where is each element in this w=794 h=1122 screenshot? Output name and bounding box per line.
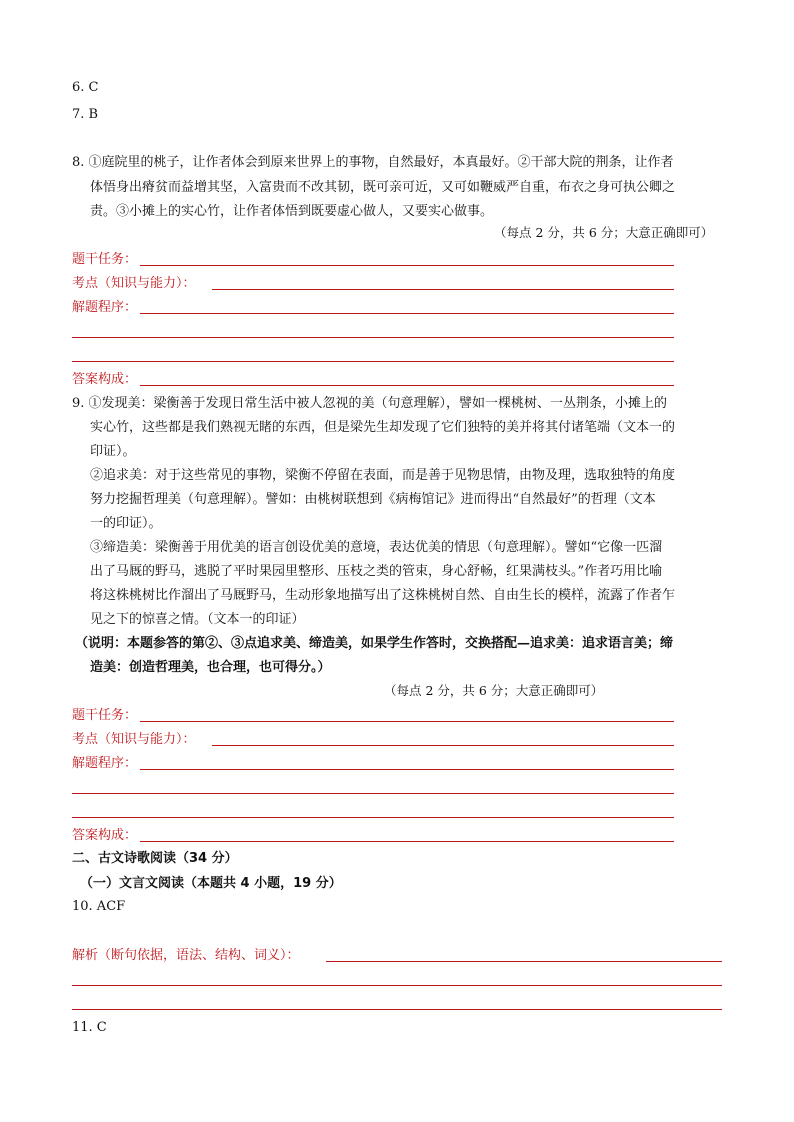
- field-process-line-3: [72, 361, 674, 362]
- q9-line-6: 一的印证）。: [90, 516, 162, 531]
- q9-line-2: 实心竹，这些都是我们熟视无睹的东西，但是梁先生却发现了它们独特的美并将其付诸笔端（文本一的: [90, 420, 676, 435]
- field2-answer-line: [140, 841, 674, 842]
- q9-line-8: 出了马厩的野马，逃脱了平时果园里整形、压枝之类的管束，身心舒畅，红果满枝头。”作者巧用比喻: [90, 564, 663, 579]
- field2-task-line: [140, 721, 674, 722]
- field-process-line-2: [72, 337, 674, 338]
- field2-answer-label: 答案构成：: [72, 828, 138, 843]
- q10-analysis-line: [326, 961, 722, 962]
- field-task-label: 题干任务：: [72, 252, 138, 267]
- q9-score-note: （每点 2 分，共 6 分；大意正确即可）: [384, 683, 604, 698]
- q10-analysis-label: 解析（断句依据，语法、结构、词义）：: [72, 948, 300, 963]
- q9-line-10: 见之下的惊喜之情。（文本一的印证）: [90, 612, 305, 627]
- answer-q11: 11. C: [72, 1020, 107, 1035]
- field-answer-label: 答案构成：: [72, 372, 138, 387]
- answer-q7: 7. B: [72, 107, 99, 122]
- q8-line-3: 责。③小摊上的实心竹，让作者体悟到既要虚心做人，又要实心做事。: [90, 204, 494, 219]
- field-task-line: [140, 265, 674, 266]
- q8-score-note: （每点 2 分，共 6 分；大意正确即可）: [494, 225, 714, 240]
- field-answer-line: [140, 385, 674, 386]
- field-point-label: 考点（知识与能力）：: [72, 276, 196, 291]
- q10-analysis-line-2: [72, 985, 722, 986]
- q9-line-5: 努力挖掘哲理美（句意理解）。譬如：由桃树联想到《病梅馆记》进而得出“自然最好”的哲理（文本: [90, 492, 656, 507]
- field2-process-line-2: [72, 793, 674, 794]
- answer-q10: 10. ACF: [72, 899, 126, 914]
- field2-process-label: 解题程序：: [72, 756, 138, 771]
- q10-analysis-line-3: [72, 1009, 722, 1010]
- q9-line-7: ③缔造美：梁衡善于用优美的语言创设优美的意境，表达优美的情思（句意理解）。譬如“它像一匹溜: [90, 540, 663, 555]
- answer-q6: 6. C: [72, 80, 99, 95]
- q8-line-2: 体悟身出瘠贫而益增其坚，入富贵而不改其韧，既可亲可近，又可如鞭威严自重，布衣之身可执公卿之: [90, 180, 676, 195]
- q9-line-4: ②追求美：对于这些常见的事物，梁衡不停留在表面，而是善于见物思情，由物及理，选取独特的角度: [90, 468, 676, 483]
- field2-process-line: [140, 769, 674, 770]
- q8-line-1: 8. ①庭院里的桃子，让作者体会到原来世界上的事物，自然最好，本真最好。②干部大院的荆条，让作者: [72, 155, 674, 170]
- field2-process-line-3: [72, 817, 674, 818]
- field2-point-label: 考点（知识与能力）：: [72, 732, 196, 747]
- field2-point-line: [212, 745, 674, 746]
- field-point-line: [212, 289, 674, 290]
- q9-line-1: 9. ①发现美：梁衡善于发现日常生活中被人忽视的美（句意理解），譬如一棵桃树、一丛荆条，小摊上的: [72, 396, 668, 411]
- q9-line-9: 将这株桃树比作溜出了马厩野马，生动形象地描写出了这株桃树自然、自由生长的模样，流露了作者乍: [90, 588, 676, 603]
- field-process-label: 解题程序：: [72, 300, 138, 315]
- field2-task-label: 题干任务：: [72, 708, 138, 723]
- field-process-line: [140, 313, 674, 314]
- q9-note-line-1: （说明：本题参答的第②、③点追求美、缔造美，如果学生作答时，交换搭配—追求美：追求语言美；缔: [75, 636, 674, 651]
- q9-line-3: 印证）。: [90, 444, 136, 459]
- q9-note-line-2: 造美：创造哲理美，也合理，也可得分。）: [90, 660, 331, 675]
- subsection-1-heading: （一）文言文阅读（本题共 4 小题，19 分）: [80, 876, 342, 891]
- section-2-heading: 二、古文诗歌阅读（34 分）: [72, 851, 238, 866]
